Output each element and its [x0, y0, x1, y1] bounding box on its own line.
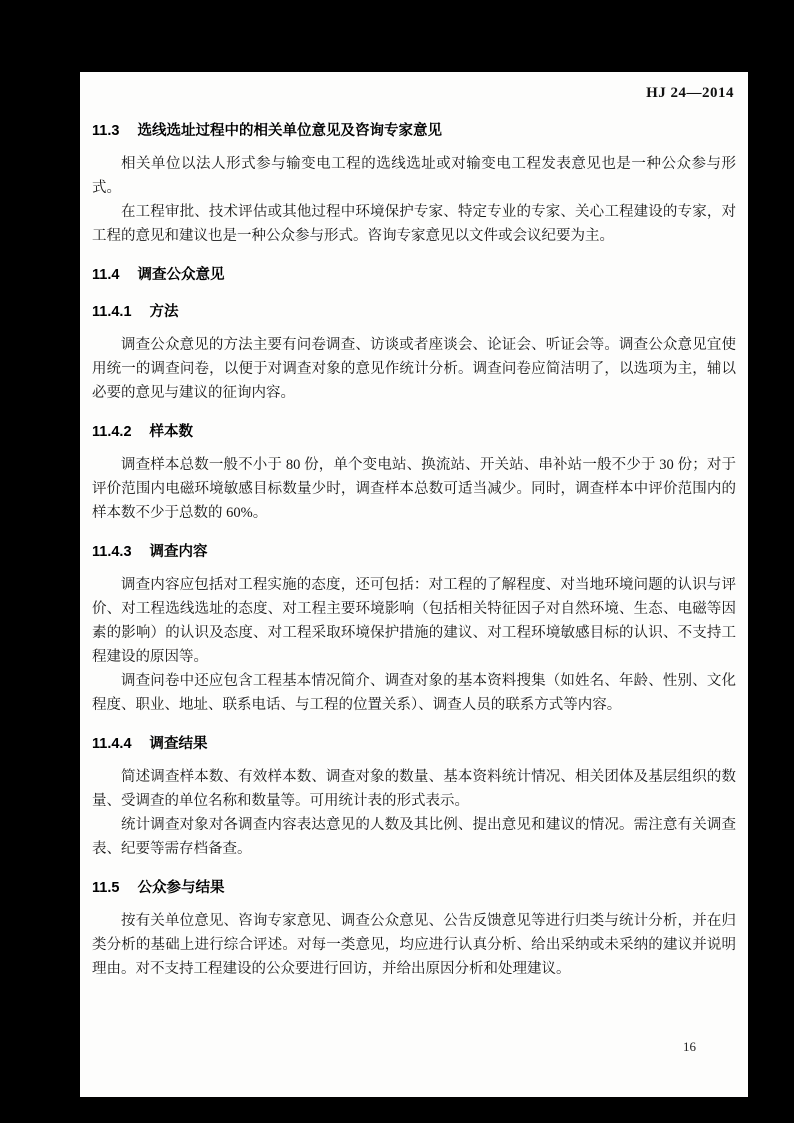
section-number: 11.3: [92, 123, 120, 139]
section-number: 11.4: [92, 267, 120, 283]
section-title: 公众参与结果: [137, 880, 225, 896]
paragraph: 在工程审批、技术评估或其他过程中环境保护专家、特定专业的专家、关心工程建设的专家，对工程的意见和建议也是一种公众参与形式。咨询专家意见以文件或会议纪要为主。: [92, 204, 736, 244]
section-title: 样本数: [149, 424, 194, 440]
page-number: 16: [683, 1039, 696, 1054]
page-content: [80, 102, 748, 981]
section-number: 11.4.2: [92, 424, 132, 440]
paragraph: 调查内容应包括对工程实施的态度，还可包括：对工程的了解程度、对当地环境问题的认识与评价、对工程选线选址的态度、对工程主要环境影响（包括相关特征因子对自然环境、生态、电磁等因素的影响）的认识及态度、对工程采取环境保护措施的建议、对工程环境敏感目标的认识、不支持工程建设的原因等。: [92, 577, 736, 665]
section-number: 11.5: [92, 880, 120, 896]
section-number: 11.4.4: [92, 736, 132, 752]
section-title: 调查公众意见: [137, 267, 225, 283]
section-title: 方法: [149, 304, 179, 320]
section-heading-11-3: [92, 121, 736, 141]
standard-number: HJ 24—2014: [646, 85, 734, 101]
section-title: 调查内容: [149, 544, 208, 560]
section-heading-11-4-4: [92, 734, 736, 754]
page-header: [80, 72, 748, 102]
section-number: 11.4.1: [92, 304, 132, 320]
paragraph: 调查问卷中还应包含工程基本情况简介、调查对象的基本资料搜集（如姓名、年龄、性别、文化程度、职业、地址、联系电话、与工程的位置关系）、调查人员的联系方式等内容。: [92, 673, 736, 713]
section-title: 调查结果: [149, 736, 208, 752]
paragraph: 相关单位以法人形式参与输变电工程的选线选址或对输变电工程发表意见也是一种公众参与形式。: [92, 156, 736, 196]
section-number: 11.4.3: [92, 544, 132, 560]
document-page: [80, 72, 748, 1097]
section-title: 选线选址过程中的相关单位意见及咨询专家意见: [137, 123, 442, 139]
section-heading-11-4-1: [92, 302, 736, 322]
section-heading-11-4-3: [92, 542, 736, 562]
paragraph: 按有关单位意见、咨询专家意见、调查公众意见、公告反馈意见等进行归类与统计分析，并在归类分析的基础上进行综合评述。对每一类意见，均应进行认真分析、给出采纳或未采纳的建议并说明理由。对不支持工程建设的公众要进行回访，并给出原因分析和处理建议。: [92, 913, 736, 977]
section-heading-11-4: [92, 265, 736, 285]
paragraph: 统计调查对象对各调查内容表达意见的人数及其比例、提出意见和建议的情况。需注意有关调查表、纪要等需存档备查。: [92, 817, 736, 857]
paragraph: 简述调查样本数、有效样本数、调查对象的数量、基本资料统计情况、相关团体及基层组织的数量、受调查的单位名称和数量等。可用统计表的形式表示。: [92, 769, 736, 809]
section-heading-11-5: [92, 878, 736, 898]
paragraph: 调查样本总数一般不小于 80 份，单个变电站、换流站、开关站、串补站一般不少于 30 份；对于评价范围内电磁环境敏感目标数量少时，调查样本总数可适当减少。同时，调查样本中评价范围内的样本数不少于总数的 60%。: [92, 457, 736, 521]
paragraph: 调查公众意见的方法主要有问卷调查、访谈或者座谈会、论证会、听证会等。调查公众意见宜使用统一的调查问卷，以便于对调查对象的意见作统计分析。调查问卷应简洁明了，以选项为主，辅以必要的意见与建议的征询内容。: [92, 337, 736, 401]
section-heading-11-4-2: [92, 422, 736, 442]
